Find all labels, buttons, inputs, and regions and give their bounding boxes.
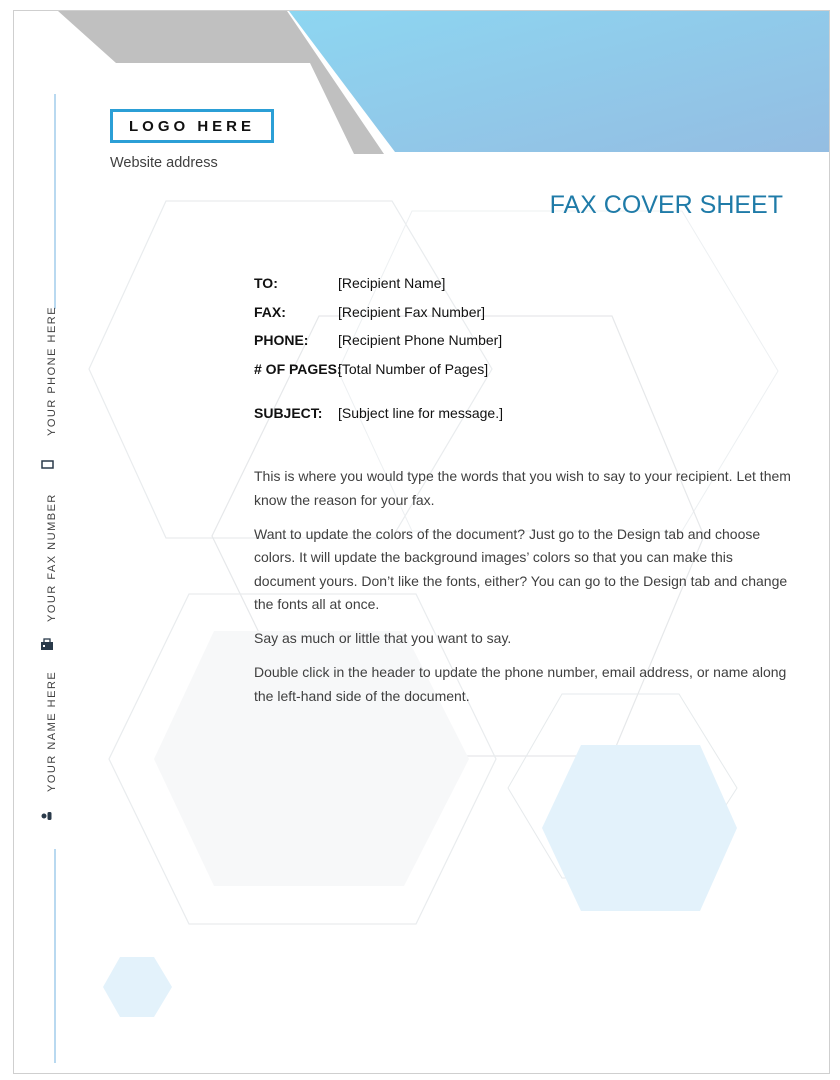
logo-placeholder — [110, 109, 274, 143]
field-fax-value[interactable]: [Recipient Fax Number] — [338, 303, 486, 320]
field-pages-value[interactable]: [Total Number of Pages] — [338, 360, 489, 377]
field-to — [254, 269, 503, 298]
field-phone-value[interactable]: [Recipient Phone Number] — [338, 332, 503, 349]
logo-text: LOGO HERE — [128, 117, 255, 135]
field-fax — [254, 298, 503, 327]
field-phone — [254, 326, 503, 355]
field-subject-label: SUBJECT: — [254, 405, 323, 422]
body-paragraph: Double click in the header to update the phone number, email address, or name along the left-hand side of the document. — [254, 664, 787, 704]
field-phone-label: PHONE: — [254, 332, 309, 349]
body-paragraph: Say as much or little that you want to say. — [254, 630, 512, 646]
body-paragraph: Want to update the colors of the document? Just go to the Design tab and choose colors. It will update the background images’ colors so that you can make this document yours. Don’t like the fonts, either? You can go to the Design tab and change the fonts all at once. — [254, 525, 788, 612]
message-body[interactable] — [254, 465, 794, 719]
field-pages-label: # OF PAGES: — [254, 360, 342, 377]
sidebar-fax-text: YOUR FAX NUMBER — [46, 493, 58, 622]
sidebar-line-bottom — [54, 849, 56, 1063]
hexagon-blue — [542, 745, 737, 911]
website-address: Website address — [110, 155, 218, 171]
fax-fields — [254, 269, 503, 428]
field-to-value[interactable]: [Recipient Name] — [338, 275, 446, 292]
person-icon — [40, 810, 54, 822]
body-paragraph: This is where you would type the words that you wish to say to your recipient. Let them know the reason for your fax. — [254, 468, 791, 508]
sidebar-name-text: YOUR NAME HERE — [46, 670, 58, 792]
hexagon-blue-small — [103, 957, 172, 1017]
fax-icon — [40, 638, 54, 652]
sidebar-line-top — [54, 94, 56, 309]
field-subject — [254, 399, 503, 428]
field-pages — [254, 355, 503, 384]
fax-cover-page — [13, 10, 830, 1074]
field-fax-label: FAX: — [254, 303, 286, 320]
sidebar-phone-text: YOUR PHONE HERE — [46, 305, 58, 436]
field-subject-value[interactable]: [Subject line for message.] — [338, 405, 503, 422]
banner-blue-shape — [289, 11, 829, 152]
field-to-label: TO: — [254, 275, 278, 292]
page-title: FAX COVER SHEET — [549, 191, 783, 219]
phone-icon — [41, 459, 55, 471]
